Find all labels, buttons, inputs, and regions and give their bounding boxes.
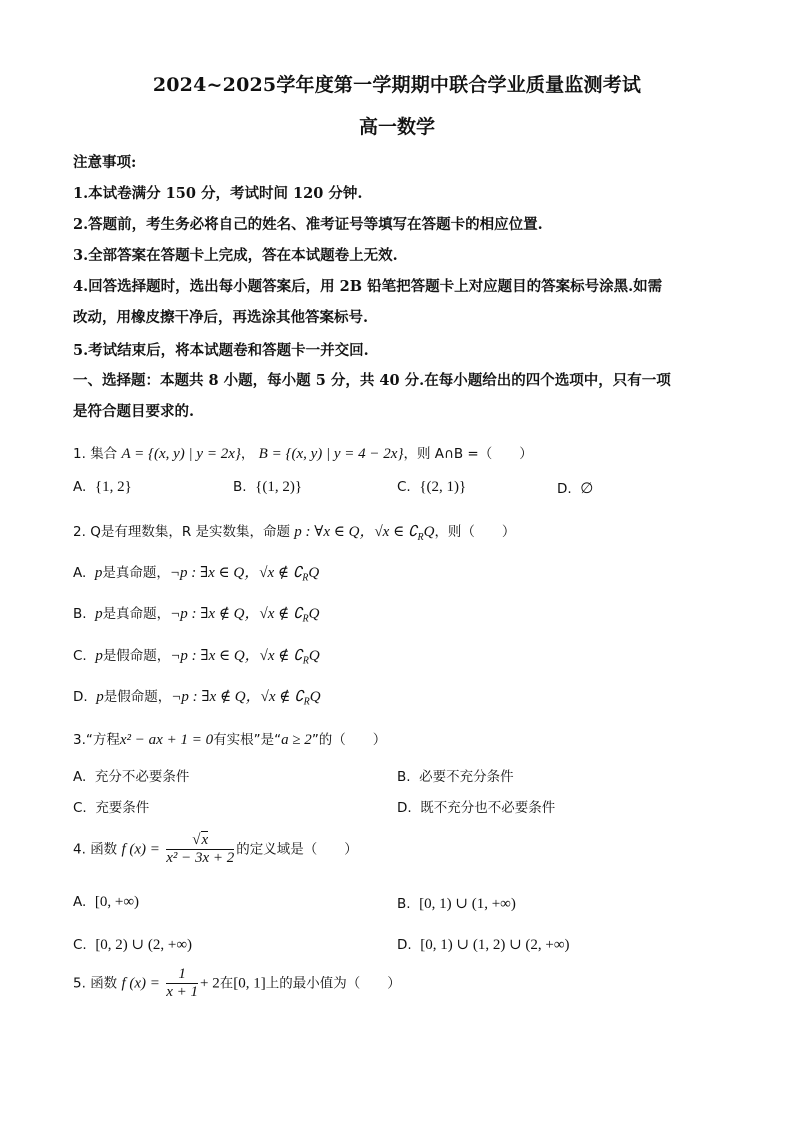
question-3: 3.“方程x² − ax + 1 = 0有实根”是“a ≥ 2”的（ ） [73,732,387,748]
set-b: B = {(x, y) | y = 4 − 2x} [258,446,404,462]
question-number: 4. [73,841,86,858]
note-item: 3.全部答案在答题卡上完成，答在本试题卷上无效. [73,247,398,264]
proposition-p: p : ∀x ∈ Q，√x ∈ $∁_RQ$ [294,524,435,543]
note-item: 2.答题前，考生务必将自己的姓名、准考证号等填写在答题卡的相应位置. [73,216,543,233]
option-c: C. [0, 2) ∪ (2, +∞) [73,937,193,953]
option-b: B. 必要不充分条件 [397,769,514,785]
option-b: B. {(1, 2)} [233,479,303,495]
option-d: D. ∅ [557,481,594,497]
option-b: B. [0, 1) ∪ (1, +∞) [397,896,516,912]
question-number: 5. [73,975,86,992]
note-item: 5.考试结束后，将本试题卷和答题卡一并交回. [73,342,369,359]
note-item: 1.本试卷满分 150 分，考试时间 120 分钟. [73,185,363,202]
set-a: A = {(x, y) | y = 2x} [121,446,241,462]
option-c: C. {(2, 1)} [397,479,467,495]
question-2 [73,520,515,543]
note-item: 4.回答选择题时，选出每小题答案后，用 2B 铅笔把答题卡上对应题目的答案标号涂黑.如需 [73,278,663,295]
exam-subject: 高一数学 [358,116,435,138]
interval: [0, 1] [233,975,266,992]
question-number: 3. [73,732,86,748]
question-number: 2. [73,524,86,540]
option-c: C. 充要条件 [73,800,150,816]
option-d: D. 既不充分也不必要条件 [397,800,556,816]
exam-title: 2024~2025学年度第一学期期中联合学业质量监测考试 [152,74,642,96]
question-stem: 集合 [90,446,118,462]
option-c: C. p是假命题，¬p : ∃x ∈ Q，√x ∉ $∁_RQ$ [73,648,320,667]
question-5: 5. 函数 f (x) = $\frac{1}{x + 1}$ + 2在[0, 1]上的最小值为（ ） [73,966,401,1000]
function-name: f (x) = [121,975,160,992]
question-4: 4. 函数 f (x) = $\frac{√x}{\text{x² − 3x + 2}}$ 的定义域是（ ） [73,832,358,866]
fraction: $\frac{1}{x + 1}$ [166,966,198,1000]
section-heading-line2: 是符合题目要求的. [73,403,195,420]
option-b: B. p是真命题，¬p : ∃x ∉ Q，√x ∉ $∁_RQ$ [73,606,320,625]
condition: a ≥ 2 [281,732,312,748]
question-stem-end: ，则（ ） [434,524,516,540]
option-d: D. p是假命题，¬p : ∃x ∉ Q，√x ∉ $∁_RQ$ [73,689,321,708]
question-stem: Q是有理数集，R 是实数集，命题 [90,524,290,540]
question-1: 1. 集合 A = {(x, y) | y = 2x}， B = {(x, y) | y = 4 − 2x}，则 A∩B =（ ） [73,446,533,462]
option-d: D. [0, 1) ∪ (1, 2) ∪ (2, +∞) [397,937,570,953]
option-a: A. [0, +∞) [73,894,140,910]
option-a: A. 充分不必要条件 [73,769,190,785]
notes-heading: 注意事项: [73,154,137,171]
equation: x² − ax + 1 = 0 [119,732,214,748]
question-stem-end: ，则 A∩B =（ ） [403,446,533,462]
option-a: A. {1, 2} [73,479,132,495]
section-heading-line1: 一、选择题：本题共 8 小题，每小题 5 分，共 40 分.在每小题给出的四个选项中，只有一项 [73,372,671,389]
function-name: f (x) = [121,841,160,858]
fraction: $\frac{√x}{\text{x² − 3x + 2}}$ [166,832,235,866]
question-number: 1. [73,446,86,462]
option-a: A. p是真命题，¬p : ∃x ∈ Q，√x ∉ $∁_RQ$ [73,565,320,584]
note-item: 改动，用橡皮擦干净后，再选涂其他答案标号. [73,309,369,326]
